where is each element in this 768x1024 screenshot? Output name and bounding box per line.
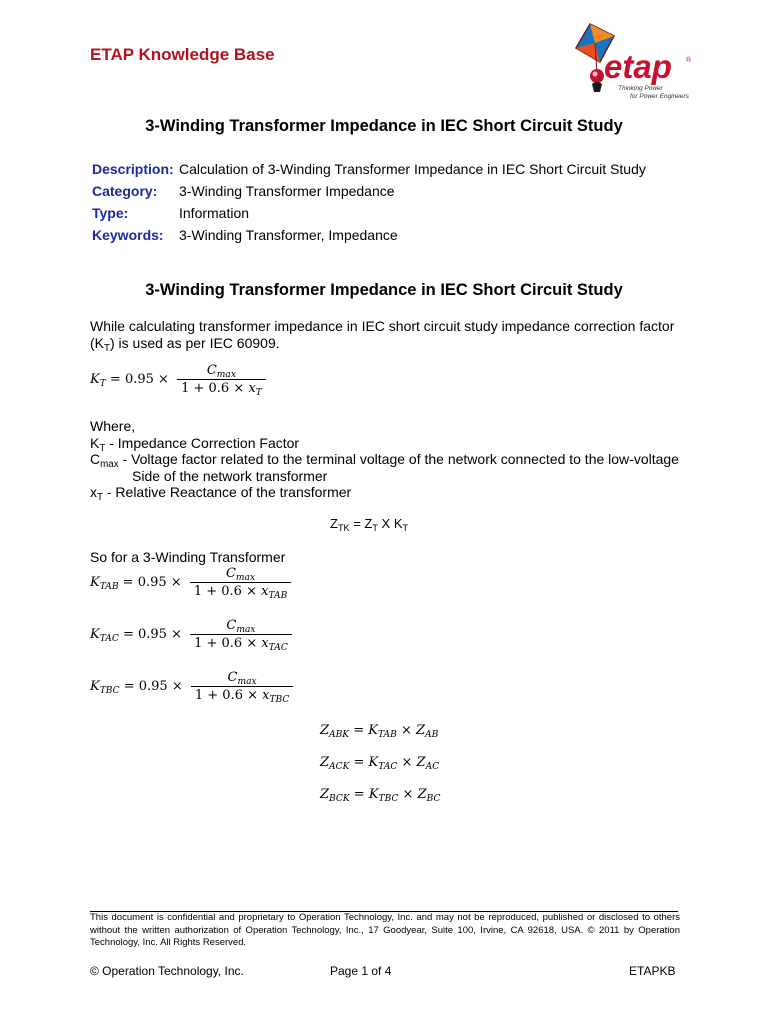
- logo-tagline-1: Thinking Power: [618, 85, 663, 92]
- zbck-equation: $Z_{BCK} = K_{TBC} \times Z_{BC}$: [320, 787, 441, 804]
- intro-line-1: While calculating transformer impedance in IEC short circuit study impedance correction factor: [90, 318, 675, 334]
- intro-line-2: $(K_T)$ is used as per IEC 60909.: [90, 334, 280, 354]
- ktac-formula: $K_{TAC} = 0.95$ × $\frac{C_{max}}{1 + 0.6 \times x_{TAC}}$: [90, 618, 292, 651]
- footer-disclaimer: This document is confidential and proprietary to Operation Technology, Inc. and may not be reproduced, published or disclosed to others without the written authorization of Operation Technology, Inc., 17 Goodyear, Suite 100, Irvine, CA 92618, USA. © 2011 by Operation Technology, Inc. All Rights Reserved.: [90, 912, 680, 948]
- zack-equation: $Z_{ACK} = K_{TAC} \times Z_{AC}$: [320, 755, 440, 772]
- ktbc-formula: $K_{TBC} = 0.95$ × $\frac{C_{max}}{1 + 0.6 \times x_{TBC}}$: [90, 670, 293, 703]
- def-cmax-continued: Side of the network transformer: [132, 467, 328, 484]
- ktab-formula: $K_{TAB} = 0.95$ × $\frac{C_{max}}{1 + 0.6 \times x_{TAB}}$: [90, 566, 291, 599]
- zabk-equation: $Z_{ABK} = K_{TAB} \times Z_{AB}$: [320, 723, 439, 740]
- logo-tagline-2: for Power Engineers: [630, 93, 689, 100]
- def-xt: $x_T$ - Relative Reactance of the transformer: [90, 484, 352, 503]
- ztk-equation: $Z_{TK} = Z_T$ X $K_T$: [330, 516, 409, 533]
- document-title: 3-Winding Transformer Impedance in IEC Short Circuit Study: [145, 117, 623, 135]
- intro-paragraph: [90, 318, 690, 354]
- def-kt: $K_T$ - Impedance Correction Factor: [90, 434, 300, 454]
- category-value: 3-Winding Transformer Impedance: [179, 183, 395, 199]
- category-label: Category:: [92, 183, 158, 199]
- where-label: Where,: [90, 418, 136, 434]
- description-value: Calculation of 3-Winding Transformer Impedance in IEC Short Circuit Study: [179, 161, 646, 177]
- logo-registered: ®: [686, 57, 692, 64]
- metadata-block: [92, 158, 692, 248]
- footer-copyright: © Operation Technology, Inc.: [90, 964, 244, 978]
- ktbc-fraction: $\frac{C_{max}}{1 + 0.6 \times x_{TBC}}$: [191, 670, 293, 703]
- keywords-value: 3-Winding Transformer, Impedance: [179, 227, 398, 243]
- type-value: Information: [179, 205, 250, 221]
- section-title: 3-Winding Transformer Impedance in IEC Short Circuit Study: [145, 281, 623, 299]
- footer-page-number: Page 1 of 4: [330, 964, 392, 978]
- keywords-label: Keywords:: [92, 227, 164, 243]
- definitions: [90, 418, 690, 501]
- description-label: Description:: [92, 161, 174, 177]
- etap-logo-graphic: [570, 22, 700, 107]
- ktac-fraction: $\frac{C_{max}}{1 + 0.6 \times x_{TAC}}$: [190, 618, 292, 651]
- type-label: Type:: [92, 205, 129, 221]
- ktab-fraction: $\frac{C_{max}}{1 + 0.6 \times x_{TAB}}$: [190, 566, 291, 599]
- kt-formula: $K_T = 0.95$ × $\frac{C_{max}}{1 + 0.6 \times x_T}$: [90, 363, 266, 396]
- three-winding-intro: So for a 3-Winding Transformer: [90, 549, 286, 565]
- kt-fraction: $\frac{C_{max}}{1 + 0.6 \times x_T}$: [177, 363, 266, 396]
- etap-logo: [570, 22, 700, 107]
- def-cmax: $C_{max}$ - Voltage factor related to the terminal voltage of the network connected to the low-voltage: [90, 451, 679, 470]
- logo-wordmark: etap: [604, 48, 672, 85]
- footer-doc-code: ETAPKB: [629, 964, 676, 978]
- knowledge-base-title: ETAP Knowledge Base: [90, 45, 275, 64]
